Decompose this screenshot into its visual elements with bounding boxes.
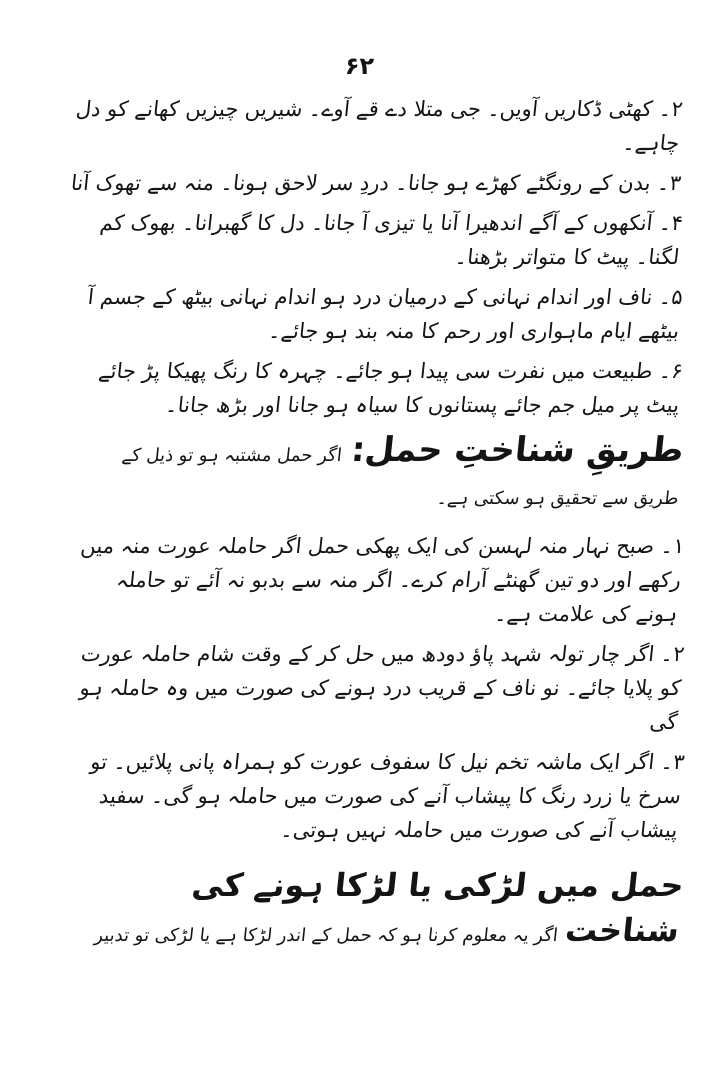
method-item-3: ۳۔ اگر ایک ماشہ تخم نیل کا سفوف عورت کو ہمراہ پانی پلائیں۔ تو سرخ یا زرد رنگ کا پیشاب آنے کی صورت میں حاملہ ہو گی۔ سفید پیشاب آنے کی صورت میں حاملہ نہیں ہوتی۔ <box>89 750 686 842</box>
symptom-item-2: ۲۔ کھٹی ڈکاریں آویں۔ جی متلا دے قے آوے۔ شیریں چیزیں کھانے کو دل چاہے۔ <box>74 97 685 155</box>
closing-subtitle: اگر یہ معلوم کرنا ہو کہ حمل کے اندر لڑکا ہے یا لڑکی تو تدبیر <box>93 925 559 946</box>
method-item-2: ۲۔ اگر چار تولہ شہد پاؤ دودھ میں حل کر کے وقت شام حاملہ عورت کو پلایا جائے۔ نو ناف کے قریب درد ہونے کی صورت میں وہ حاملہ ہو گی <box>78 642 686 734</box>
closing-title: حمل میں لڑکی یا لڑکا ہونے کی شناخت <box>190 866 686 949</box>
section-heading <box>70 430 686 519</box>
section-subtitle: اگر حمل مشتبہ ہو تو ذیل کے طریق سے تحقیق ہو سکتی ہے۔ <box>120 445 680 509</box>
symptom-item-4: ۴۔ آنکھوں کے آگے اندھیرا آنا یا تیزی آ جانا۔ دل کا گھبرانا۔ بھوک کم لگنا۔ پیٹ کا متواتر بڑھنا۔ <box>98 211 685 269</box>
symptom-item-5: ۵۔ ناف اور اندام نہانی کے درمیان درد ہو اندام نہانی بیٹھ کے جسم آ بیٹھے ایام ماہواری اور رحم کا منہ بند ہو جائے۔ <box>86 285 685 343</box>
page-content <box>69 92 686 956</box>
closing-heading <box>65 865 686 956</box>
symptom-item-6: ۶۔ طبیعت میں نفرت سی پیدا ہو جائے۔ چہرہ کا رنگ پھیکا پڑ جائے پیٹ پر میل جم جائے پستانوں کا سیاہ ہو جانا اور بڑھ جانا۔ <box>97 359 685 417</box>
method-item-1: ۱۔ صبح نہار منہ لہسن کی ایک پھکی حمل اگر حاملہ عورت منہ میں رکھے اور دو تین گھنٹے آرام کرے۔ اگر منہ سے بدبو نہ آئے تو حاملہ ہونے کی علامت ہے۔ <box>79 534 686 626</box>
page-number: ۶۲ <box>344 52 375 80</box>
symptom-item-3: ۳۔ بدن کے رونگٹے کھڑے ہو جانا۔ دردِ سر لاحق ہونا۔ منہ سے تھوک آنا <box>69 171 683 195</box>
section-title: طریقِ شناختِ حمل: <box>349 430 686 470</box>
